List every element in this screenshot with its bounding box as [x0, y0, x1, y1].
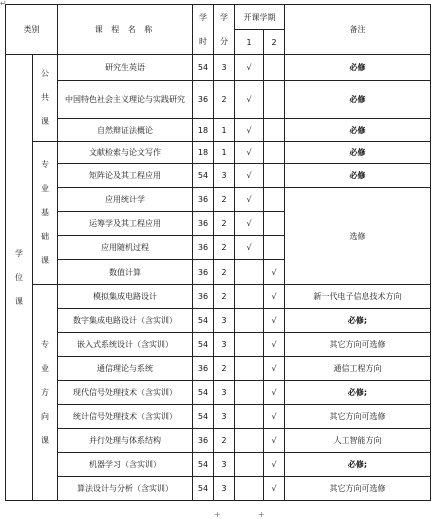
course-sem1	[235, 453, 264, 477]
course-credits: 3	[214, 381, 235, 405]
course-sem1	[235, 260, 264, 285]
course-name	[58, 81, 193, 119]
course-hours: 36	[193, 236, 214, 260]
header-sem-1: 1	[235, 30, 264, 55]
paragraph-mark: ↵	[0, 0, 7, 8]
course-sem1: √	[235, 212, 264, 236]
course-remark: 必修	[285, 55, 431, 81]
course-remark: 必修;	[285, 309, 431, 333]
group-zhuanye-jichu	[33, 142, 58, 285]
course-credits: 2	[214, 236, 235, 260]
course-sem2: √	[264, 333, 285, 357]
group-xuewei-label: 学位课	[15, 248, 23, 306]
course-name: 通信理论与系统	[58, 357, 193, 381]
course-remark: 必修;	[285, 381, 431, 405]
course-sem1	[235, 429, 264, 453]
course-credits: 2	[214, 81, 235, 119]
course-sem2: √	[264, 357, 285, 381]
course-sem2: √	[264, 260, 285, 285]
header-credits	[214, 5, 235, 55]
table-row	[6, 285, 431, 309]
course-credits: 2	[214, 188, 235, 212]
header-course-name: 课 程 名 称	[58, 5, 193, 55]
course-sem2: √	[264, 309, 285, 333]
table-row	[6, 81, 431, 119]
course-credits: 3	[214, 309, 235, 333]
course-sem1	[235, 381, 264, 405]
course-credits: 1	[214, 142, 235, 164]
course-name: 矩阵论及其工程应用	[58, 164, 193, 188]
course-name: 并行处理与体系结构	[58, 429, 193, 453]
course-hours: 36	[193, 357, 214, 381]
course-remark: 必修	[285, 81, 431, 119]
course-sem2	[264, 81, 285, 119]
group-zhuanye-fangxiang-label: 专业方向课	[41, 339, 49, 445]
course-hours: 54	[193, 164, 214, 188]
table-row	[6, 142, 431, 164]
table-row	[6, 164, 431, 188]
course-sem1: √	[235, 119, 264, 142]
course-sem1: √	[235, 55, 264, 81]
course-hours: 54	[193, 381, 214, 405]
header-remark: 备注	[285, 5, 431, 55]
course-sem2: √	[264, 381, 285, 405]
course-sem2: √	[264, 453, 285, 477]
course-remark-optional: 其它方向可选修	[285, 333, 431, 357]
header-category: 类别	[6, 5, 58, 55]
course-hours: 36	[193, 188, 214, 212]
course-sem1: √	[235, 142, 264, 164]
table-edge-mark: +	[214, 510, 221, 519]
table-row	[6, 429, 431, 453]
group-xuewei	[6, 55, 33, 501]
header-hours-label: 学时	[199, 12, 207, 46]
course-sem1	[235, 405, 264, 429]
curriculum-table	[5, 4, 431, 501]
table-edge-mark: +	[258, 510, 265, 519]
course-credits: 3	[214, 477, 235, 501]
course-name: 应用统计学	[58, 188, 193, 212]
course-sem1	[235, 285, 264, 309]
course-name: 自然辩证法概论	[58, 119, 193, 142]
course-sem2	[264, 119, 285, 142]
table-row	[6, 357, 431, 381]
course-hours: 54	[193, 333, 214, 357]
course-sem1: √	[235, 81, 264, 119]
course-credits: 3	[214, 333, 235, 357]
course-sem2: √	[264, 477, 285, 501]
table-row	[6, 119, 431, 142]
group-zhuanye-jichu-label: 专业基础课	[41, 160, 49, 265]
course-hours: 18	[193, 142, 214, 164]
course-remark: 必修	[285, 119, 431, 142]
course-hours: 54	[193, 453, 214, 477]
course-credits: 2	[214, 260, 235, 285]
course-name: 嵌入式系统设计（含实训）	[58, 333, 193, 357]
course-hours: 36	[193, 260, 214, 285]
table-row	[6, 381, 431, 405]
header-semester: 开课学期	[235, 5, 285, 30]
course-sem2: √	[264, 285, 285, 309]
course-name-text: 中国特色社会主义理论与实践研究	[65, 94, 185, 104]
header-sem-2: 2	[264, 30, 285, 55]
course-remark: 必修;	[285, 453, 431, 477]
course-sem2	[264, 236, 285, 260]
group-zhuanye-fangxiang	[33, 285, 58, 501]
course-hours: 36	[193, 212, 214, 236]
course-remark-direction: 人工智能方向	[285, 429, 431, 453]
course-hours: 18	[193, 119, 214, 142]
course-name: 研究生英语	[58, 55, 193, 81]
course-sem2	[264, 142, 285, 164]
table-row	[6, 188, 431, 212]
header-hours	[193, 5, 214, 55]
course-sem1	[235, 333, 264, 357]
course-remark-elective: 选修	[285, 188, 431, 285]
course-hours: 36	[193, 285, 214, 309]
course-hours: 36	[193, 81, 214, 119]
course-sem2	[264, 188, 285, 212]
table-row	[6, 333, 431, 357]
course-credits: 2	[214, 285, 235, 309]
course-remark-optional: 其它方向可选修	[285, 477, 431, 501]
course-credits: 3	[214, 55, 235, 81]
table-row	[6, 453, 431, 477]
course-hours: 54	[193, 405, 214, 429]
course-sem2: √	[264, 429, 285, 453]
course-name: 模拟集成电路设计	[58, 285, 193, 309]
table-row	[6, 477, 431, 501]
course-remark-optional: 其它方向可选修	[285, 405, 431, 429]
course-hours: 54	[193, 309, 214, 333]
course-name: 文献检索与论文写作	[58, 142, 193, 164]
course-sem2	[264, 55, 285, 81]
course-hours: 54	[193, 55, 214, 81]
course-remark: 必修	[285, 164, 431, 188]
course-sem2	[264, 164, 285, 188]
course-credits: 3	[214, 405, 235, 429]
group-gonggong-label: 公共课	[41, 69, 49, 126]
course-name: 机器学习（含实训）	[58, 453, 193, 477]
group-gonggong	[33, 55, 58, 142]
table-row	[6, 55, 431, 81]
course-name: 数值计算	[58, 260, 193, 285]
course-remark-direction: 新一代电子信息技术方向	[285, 285, 431, 309]
course-credits: 3	[214, 453, 235, 477]
course-remark: 必修	[285, 142, 431, 164]
header-row-1	[6, 5, 431, 30]
course-sem1: √	[235, 164, 264, 188]
header-credits-label: 学分	[220, 12, 228, 46]
course-name: 应用随机过程	[58, 236, 193, 260]
course-name: 运筹学及其工程应用	[58, 212, 193, 236]
course-hours: 54	[193, 477, 214, 501]
course-sem1	[235, 357, 264, 381]
course-sem1	[235, 477, 264, 501]
course-credits: 1	[214, 119, 235, 142]
course-sem1: √	[235, 236, 264, 260]
course-name: 现代信号处理技术（含实训）	[58, 381, 193, 405]
course-credits: 3	[214, 164, 235, 188]
course-sem1	[235, 309, 264, 333]
course-sem1: √	[235, 188, 264, 212]
course-credits: 2	[214, 429, 235, 453]
course-sem2	[264, 212, 285, 236]
table-row	[6, 309, 431, 333]
course-name: 统计信号处理技术（含实训）	[58, 405, 193, 429]
course-name: 数字集成电路设计（含实训）	[58, 309, 193, 333]
course-sem2: √	[264, 405, 285, 429]
course-remark-direction: 通信工程方向	[285, 357, 431, 381]
course-hours: 36	[193, 429, 214, 453]
table-row	[6, 405, 431, 429]
course-credits: 2	[214, 357, 235, 381]
course-credits: 2	[214, 212, 235, 236]
course-name: 算法设计与分析（含实训）	[58, 477, 193, 501]
